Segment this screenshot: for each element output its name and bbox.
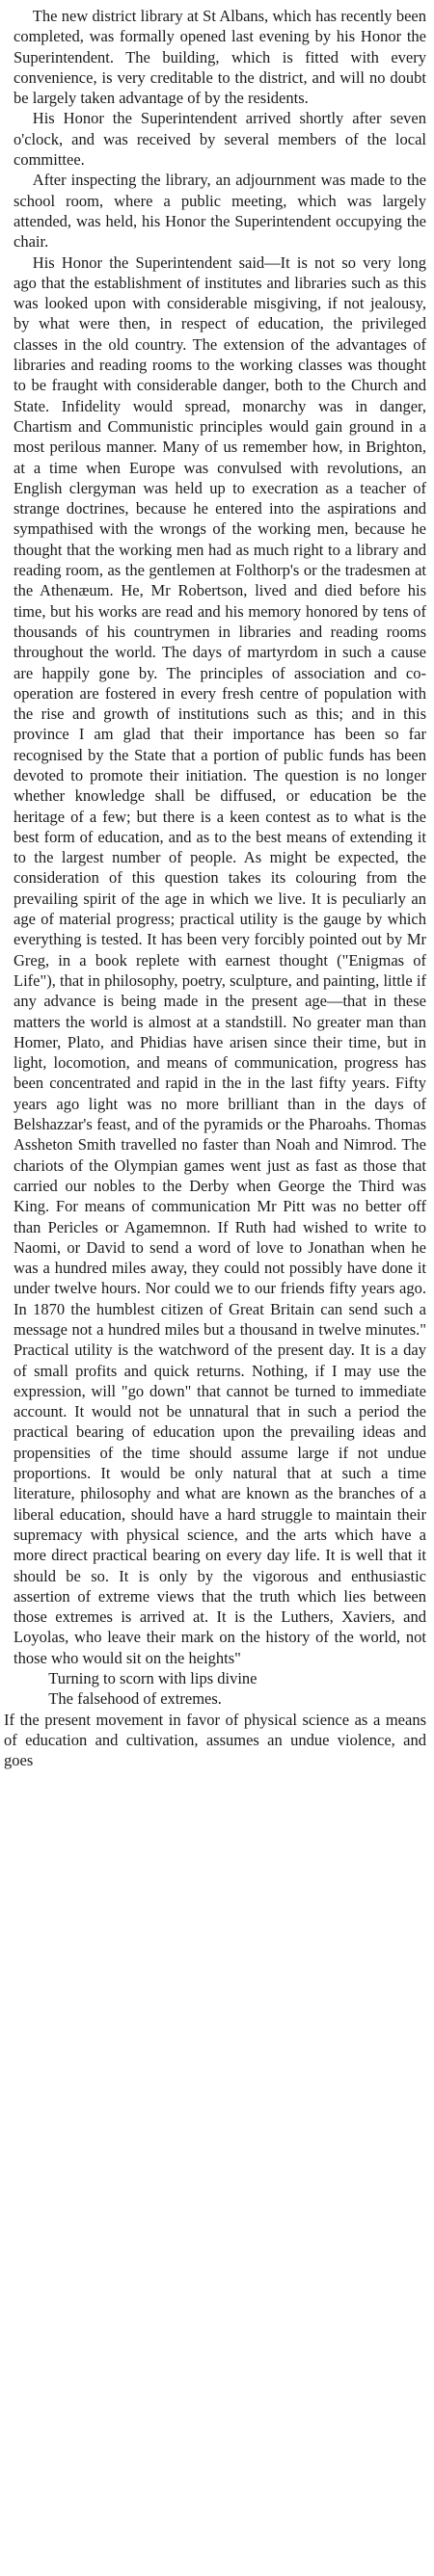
paragraph-adjournment: After inspecting the library, an adjournment was made to the school room, where a public meeting, which was largely attended, was held, his Honor the Superintendent occupying the chair. <box>14 171 426 252</box>
paragraph-closing: If the present movement in favor of physical science as a means of education and cultivation, assumes an undue violence, and goes <box>4 1710 426 1770</box>
verse-line-2: The falsehood of extremes. <box>48 1689 222 1709</box>
paragraph-library-opening: The new district library at St Albans, which has recently been completed, was formally opened last evening by his Honor the Superintendent. The building, which is fitted with every convenience, is very creditable to the district, and will no doubt be largely taken advantage of by the residents. <box>14 7 426 108</box>
article-body <box>4 6 426 1771</box>
paragraph-arrival: His Honor the Superintendent arrived shortly after seven o'clock, and was received by several members of the local committee. <box>14 109 426 170</box>
verse-line-1: Turning to scorn with lips divine <box>48 1669 258 1688</box>
paragraph-speech: His Honor the Superintendent said—It is not so very long ago that the establishment of institutes and libraries such as this was looked upon with considerable misgiving, if not jealousy, by what were then, in respect of education, the privileged classes in the old country. The extension of the advantages of libraries and reading rooms to the working classes was thought to be fraught with considerable danger, both to the Church and State. Infidelity would spread, monarchy was in danger, Chartism and Communistic principles would gain ground in a most perilous manner. Many of us remember how, in Brighton, at a time when Europe was convulsed with revolutions, an English clergyman was held up to execration as a teacher of strange doctrines, because he entered into the aspirations and sympathised with the wrongs of the working men, because he thought that the working men had as much right to a library and reading room, as the gentlemen at Folthorp's or the tradesmen at the Athenæum. He, Mr Robertson, lived and died before his time, but his works are read and his memory honored by tens of thousands of his countrymen in libraries and reading rooms throughout the world. The days of martyrdom in such a cause are happily gone by. The principles of association and co-operation are fostered in every fresh centre of population with the rise and growth of institutions such as this; and in this province I am glad that their importance has been so far recognised by the State that a portion of public funds has been devoted to promote their initiation. The question is no longer whether knowledge shall be diffused, or education be the heritage of a few; but there is a keen contest as to what is the best form of education, and as to the best means of extending it to the largest number of people. As might be expected, the consideration of this question takes its colouring from the prevailing spirit of the age in which we live. It is peculiarly an age of material progress; practical utility is the gauge by which everything is tested. It has been very forcibly pointed out by Mr Greg, in a book replete with earnest thought ("Enigmas of Life"), that in philosophy, poetry, sculpture, and painting, little if any advance is being made in the present age—that in these matters the world is almost at a standstill. No greater man than Homer, Plato, and Phidias have arisen since their time, but in light, locomotion, and means of communication, progress has been concentrated and rapid in the in the last fifty years. Fifty years ago light was no more brilliant than in the days of Belshazzar's feast, and of the pyramids or the Pharoahs. Thomas Assheton Smith travelled no faster than Noah and Nimrod. The chariots of the Olympian games went just as fast as those that carried our nobles to the Derby when George the Third was King. For means of communication Mr Pitt was no better off than Pericles or Agamemnon. If Ruth had wished to write to Naomi, or David to send a word of love to Jonathan when he was a hundred miles away, they could not possibly have done it under twelve hours. Nor could we to our friends fifty years ago. In 1870 the humblest citizen of Great Britain can send such a message not a hundred miles but a thousand in twelve minutes." Practical utility is the watchword of the present day. It is a day of small profits and quick returns. Nothing, if I may use the expression, will "go down" that cannot be turned to immediate account. It would not be unnatural that in such a period the practical bearing of education upon the prevailing ideas and propensities of the time should assume large if not undue proportions. It would be only natural that at such a time literature, philosophy and what are known as the branches of a liberal education, should have a hard struggle to maintain their supremacy with physical science, and the arts which have a more direct practical bearing on every day life. It is well that it should be so. It is only by the vigorous and enthusiastic assertion of extreme views that the truth which lies between those extremes is arrived at. It is the Luthers, Xaviers, and Loyolas, who leave their mark on the history of the world, not those who would sit on the heights" <box>14 252 426 1667</box>
